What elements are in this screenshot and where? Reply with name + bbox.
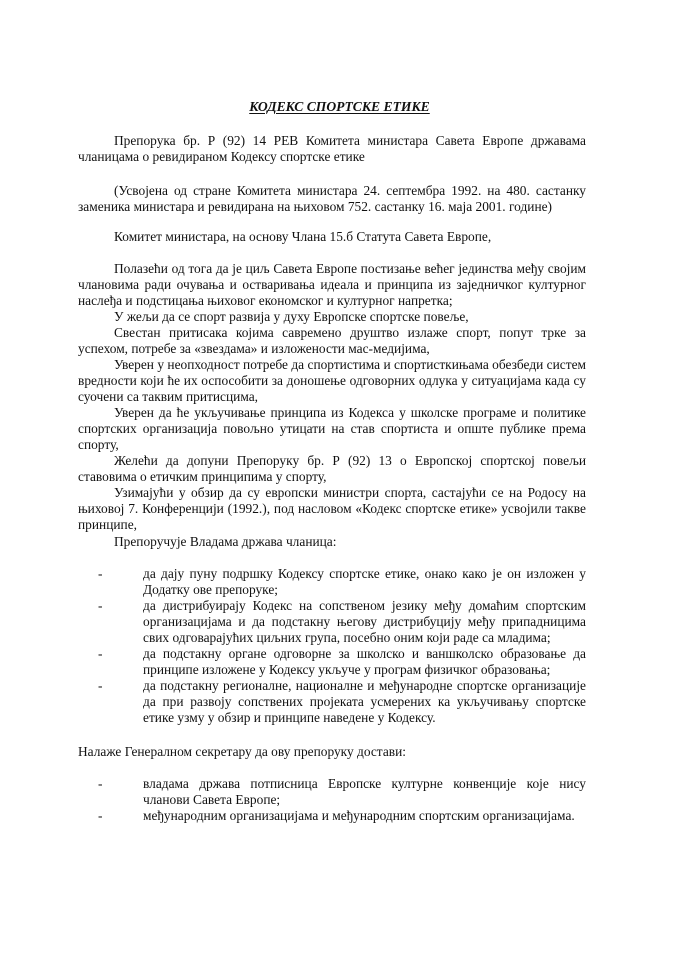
preamble	[78, 261, 586, 533]
list-item	[78, 598, 586, 646]
adoption-note	[78, 183, 586, 215]
list-item-text: међународним организацијама и међународним спортским организацијама.	[143, 808, 575, 823]
instructs-text: Налаже Генералном секретару да ову препоруку достави:	[78, 744, 406, 759]
list-item-text: да подстакну регионалне, националне и међународне спортске организације да при развоју сопствених пројеката усмерених ка укључивању спортске етике узму у обзир и принципе наведене у Кодексу.	[143, 678, 586, 725]
list-item-text: да дају пуну подршку Кодексу спортске етике, онако како је он изложен у Додатку ове препоруке;	[143, 566, 586, 597]
committee-text: Комитет министара, на основу Члана 15.б Статута Савета Европе,	[114, 229, 492, 244]
list-item	[78, 646, 586, 678]
list-item	[78, 808, 586, 824]
list-item	[78, 566, 586, 598]
list-dash: -	[98, 776, 103, 791]
preamble-paragraph: Уверен да ће укључивање принципа из Кодекса у школске програме и политике спортских организација повољно утицати на став спортиста и опште публике према спорту,	[78, 405, 586, 452]
list-item-text: владама држава потписница Европске културне конвенције које нису чланови Савета Европе;	[143, 776, 586, 807]
list-item-text: да подстакну органе одговорне за школско и ваншколско образовање да принципе изложене у Кодексу укључе у програм физичког образовања;	[143, 646, 586, 677]
list-item	[78, 678, 586, 726]
intro-paragraph	[78, 133, 586, 165]
preamble-paragraph: Полазећи од тога да је циљ Савета Европе постизање већег јединства међу својим члановима ради очувања и остваривања идеала и принципа из заједничког културног наслеђа и подстицања њиховог економског и културног напретка;	[78, 261, 586, 308]
document-title: КОДЕКС СПОРТСКЕ ЕТИКЕ	[249, 99, 430, 114]
instruct-list	[78, 776, 586, 824]
list-dash: -	[98, 566, 103, 581]
recommends-heading	[78, 534, 586, 550]
preamble-paragraph: Свестан притисака којима савремено друштво излаже спорт, попут трке за успехом, потребе за «звездама» и изложености мас-медијима,	[78, 325, 586, 356]
recommend-list	[78, 566, 586, 726]
adoption-text: (Усвојена од стране Комитета министара 24. септембра 1992. на 480. састанку заменика министара и ревидирана на њиховом 752. састанку 16. маја 2001. године)	[78, 183, 586, 214]
list-dash: -	[98, 646, 103, 661]
list-dash: -	[98, 678, 103, 693]
preamble-paragraph: У жељи да се спорт развија у духу Европске спортске повеље,	[114, 309, 469, 324]
list-item	[78, 776, 586, 808]
preamble-paragraph: Уверен у неопходност потребе да спортистима и спортисткињама обезбеди систем вредности који ће их оспособити за доношење одговорних одлука у ситуацијама када су суочени са таквим притисцима,	[78, 357, 586, 404]
list-dash: -	[98, 598, 103, 613]
list-dash: -	[98, 808, 103, 823]
preamble-paragraph: Узимајући у обзир да су европски министри спорта, састајући се на Родосу на њиховој 7. Конференцији (1992.), под насловом «Кодекс спортске етике» усвојили такве принципе,	[78, 485, 586, 532]
recommends-text: Препоручује Владама држава чланица:	[114, 534, 337, 549]
committee-paragraph	[78, 229, 586, 245]
instructs-heading	[78, 744, 586, 760]
intro-text: Препорука бр. Р (92) 14 РЕВ Комитета министара Савета Европе државама чланицама о ревидираном Кодексу спортске етике	[78, 133, 586, 164]
list-item-text: да дистрибуирају Кодекс на сопственом језику међу домаћим спортским организацијама и да подстакну његову дистрибуцију међу припадницима свих одговарајућих циљних група, посебно оним који раде са младима;	[143, 598, 586, 645]
preamble-paragraph: Желећи да допуни Препоруку бр. Р (92) 13 о Европској спортској повељи ставовима о етичким принципима у спорту,	[78, 453, 586, 484]
